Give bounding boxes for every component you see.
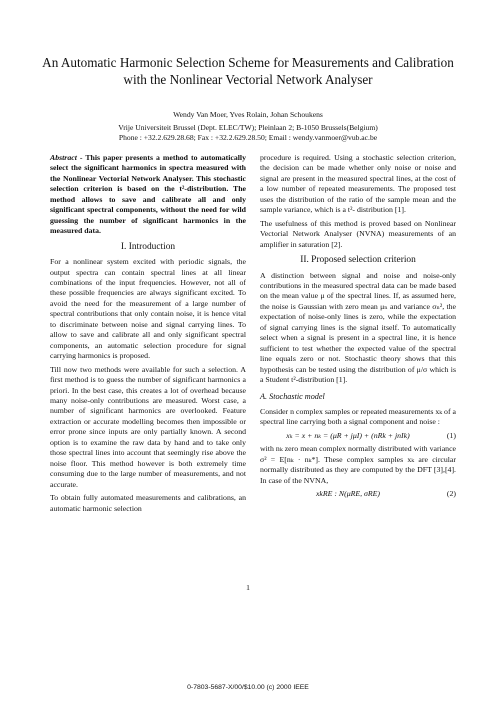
- intro-paragraph-5: The usefulness of this method is proved based on Nonlinear Vectorial Network Analyser (NVNA) measurements of an amplifier in saturation [2].: [260, 218, 456, 249]
- section-heading-criterion: II. Proposed selection criterion: [300, 255, 416, 266]
- equation-2: [260, 489, 456, 499]
- abstract-label: Abstract: [50, 153, 77, 162]
- equation-1: [260, 431, 456, 441]
- right-column: [260, 153, 456, 503]
- equation-2-number: (2): [446, 489, 456, 499]
- section-heading-introduction: I. Introduction: [120, 241, 176, 252]
- model-paragraph-1: Consider n complex samples or repeated measurements xₖ of a spectral line carrying both a signal component and noise :: [260, 406, 456, 427]
- model-paragraph-2: with nₖ zero mean complex normally distributed with variance σ² = E[nₖ · nₖ*]. These complex samples xₖ are circular normally distributed as they are computed by the DFT [3],[4]. In case of the NVNA,: [260, 444, 456, 485]
- page-number: 1: [246, 583, 250, 592]
- left-column: [50, 153, 246, 517]
- equation-1-number: (1): [446, 430, 456, 440]
- paper-title: An Automatic Harmonic Selection Scheme for Measurements and Calibration with the Nonlinear Vectorial Network Analyser: [42, 55, 454, 87]
- author-list: Wendy Van Moer, Yves Rolain, Johan Schoukens: [173, 110, 323, 119]
- criterion-paragraph-1: A distinction between signal and noise and noise-only contributions in the measured spectral data can be made based on the mean value μ of the spectral lines. If, as assumed here, the noise is Gaussian with zero mean μₙ and variance σₙ², the expectation of noise-only lines is zero, while the expectation of signal carrying lines is the signal itself. To automatically select when a signal is present in a spectral line, it is hence sufficient to test whether the expected value of the spectral line equals zero or not. Stochastic theory shows that this hypothesis can be tested using the distribution of μ/σ which is a Student t²-distribution [1].: [260, 270, 456, 385]
- abstract-text: - This paper presents a method to automatically select the significant harmonics in spectra measured with the Nonlinear Vectorial Network Analyser. This stochastic selection criterion is based on the t²-distribution. The method allows to save and calibrate all and only significant spectral components, without the need for wild guessing the number of significant harmonics in the measured data.: [50, 153, 246, 236]
- abstract: [50, 153, 246, 237]
- contact-line: Phone : +32.2.629.28.68; Fax : +32.2.629.28.50; Email : wendy.vanmoer@vub.ac.be: [118, 132, 378, 142]
- intro-paragraph-4: procedure is required. Using a stochastic selection criterion, the decision can be made whether only noise or noise and signal are present in the measured spectral lines, at the cost of a low number of repeated measurements. The proposed test uses the distribution of the ratio of the sample mean and the sample variance, which is a t²- distribution [1].: [260, 153, 456, 215]
- intro-paragraph-3: To obtain fully automated measurements and calibrations, an automatic harmonic selection: [50, 493, 246, 513]
- intro-paragraph-2: Till now two methods were available for such a selection. A first method is to guess the number of significant harmonics a priori. In the best case, this creates a lot of overhead because many noise-only contributions are measured. Worst case, a number of significant harmonics are overlooked. Feature extraction or accurate modelling becomes then impossible or error prone since inputs are only partially known. A second option is to examine the raw data by hand and to take only those spectral lines into account that seemingly rise above the noise floor. This method however is both extremely time consuming due to the large number of measurements, and not accurate.: [50, 364, 246, 489]
- equation-1-body: xₖ = x + nₖ = (μR + jμI) + (nRk + jnIk): [286, 430, 410, 440]
- intro-paragraph-1: For a nonlinear system excited with periodic signals, the output spectra can contain spectral lines at all linear combinations of the input frequencies. However, not all of these possible frequencies are always significant excited. To avoid the need for the measurement of a large number of spectral contributions that only contain noise, it is hence vital to discriminate between noise and signal carrying lines. To allow to save and calibrate all and only significant spectral components, an automatic selection procedure for signal carrying harmonics is proposed.: [50, 257, 246, 361]
- affiliation-block: [40, 123, 456, 143]
- subsection-heading-stochastic-model: A. Stochastic model: [260, 391, 325, 401]
- copyright-footer: 0-7803-5687-X/00/$10.00 (c) 2000 IEEE: [187, 684, 309, 691]
- affiliation-line: Vrije Universiteit Brussel (Dept. ELEC/TW); Pleinlaan 2; B-1050 Brussels(Belgium): [118, 123, 378, 132]
- equation-2-body: xkRE : N(μRE, σRE): [315, 489, 381, 499]
